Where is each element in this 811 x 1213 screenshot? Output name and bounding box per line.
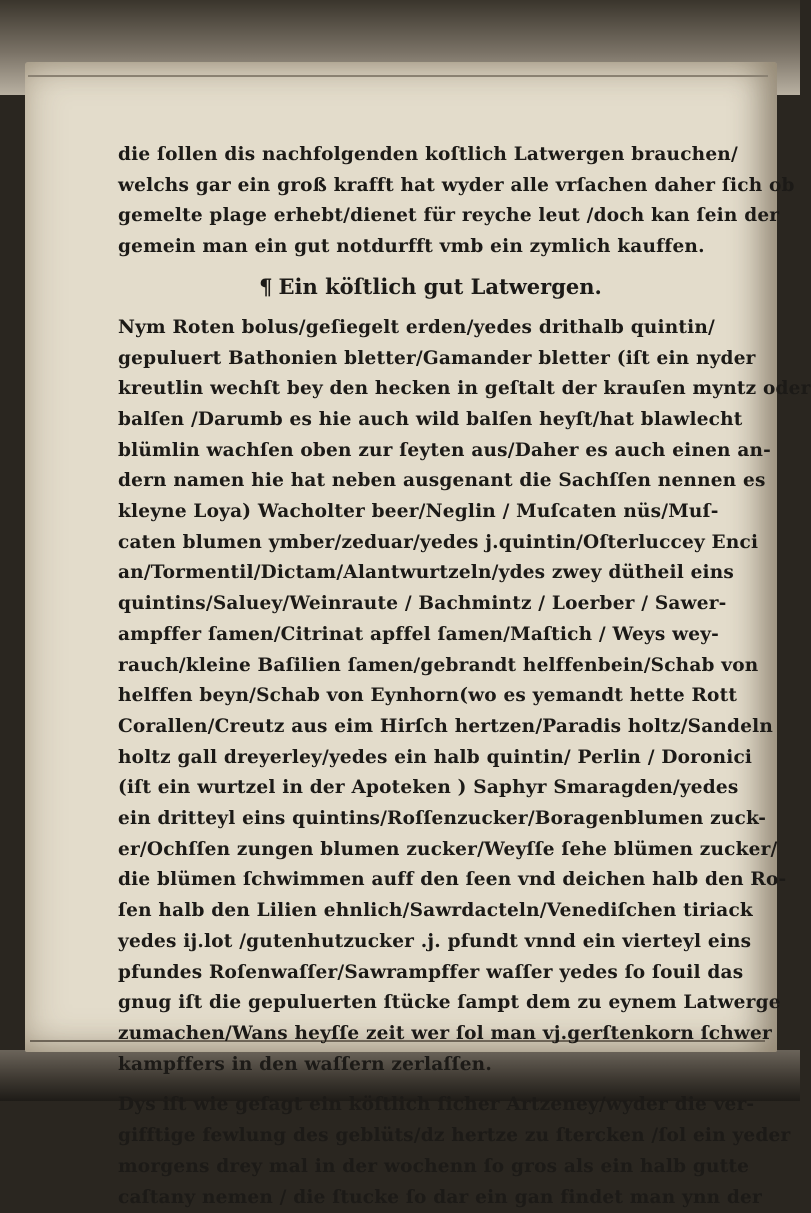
pilcrow-mark: ¶	[259, 274, 272, 299]
text-line: kleyne Loya) Wacholter beer/Neglin / Muſcaten nüs/Muſ-	[118, 497, 733, 528]
text-line: er/Ochſſen zungen blumen zucker/Weyſſe ſehe blümen zucker/	[118, 835, 733, 866]
text-line: ampffer ſamen/Citrinat apffel ſamen/Maſtich / Weys wey-	[118, 620, 733, 651]
text-line: Corallen/Creutz aus eim Hirſch hertzen/Paradis holtz/Sandeln	[118, 712, 733, 743]
text-line: an/Tormentil/Dictam/Alantwurtzeln/ydes zwey dütheil eins	[118, 558, 733, 589]
text-line: (iſt ein wurtzel in der Apoteken ) Saphyr Smaragden/yedes	[118, 773, 733, 804]
text-line: ſen halb den Lilien ehnlich/Sawrdacteln/Venediſchen tiriack	[118, 896, 733, 927]
text-line: holtz gall dreyerley/yedes ein halb quintin/ Perlin / Doronici	[118, 743, 733, 774]
text-line: rauch/kleine Baſilien ſamen/gebrandt helffenbein/Schab von	[118, 651, 733, 682]
text-line: Nym Roten bolus/geſiegelt erden/yedes drithalb quintin/	[118, 313, 733, 344]
text-line: caſtany nemen / die ſtucke ſo dar ein gan findet man ynn der	[118, 1183, 733, 1213]
heading-text: Ein köſtlich gut Latwergen.	[279, 274, 602, 299]
text-line: gepuluert Bathonien bletter/Gamander bletter (iſt ein nyder	[118, 344, 733, 375]
text-line: kampffers in den waſſern zerlaſſen.	[118, 1050, 733, 1081]
text-line: gnug iſt die gepuluerten ſtücke ſampt dem zu eynem Latwerge	[118, 988, 733, 1019]
text-line: pfundes Roſenwaſſer/Sawrampffer waſſer yedes ſo ſouil das	[118, 958, 733, 989]
text-line: dern namen hie hat neben ausgenant die Sachſſen nennen es	[118, 466, 733, 497]
text-line: helffen beyn/Schab von Eynhorn(wo es yemandt hette Rott	[118, 681, 733, 712]
text-line: ein dritteyl eins quintins/Roſſenzucker/Boragenblumen zuck-	[118, 804, 733, 835]
text-line: blümlin wachſen oben zur ſeyten aus/Daher es auch einen an-	[118, 436, 733, 467]
text-line: caten blumen ymber/zeduar/yedes j.quintin/Oſterluccey Enci	[118, 528, 733, 559]
section-heading	[118, 267, 733, 307]
text-line: gemein man ein gut notdurfft vmb ein zymlich kauffen.	[118, 232, 733, 263]
text-line: gemelte plage erhebt/dienet für reyche leut /doch kan ſein der	[118, 201, 733, 232]
text-line: die blümen ſchwimmen auff den ſeen vnd deichen halb den Ro-	[118, 865, 733, 896]
page-text	[118, 140, 733, 1213]
text-line: die ſollen dis nachfolgenden koſtlich Latwergen brauchen/	[118, 140, 733, 171]
text-line: welchs gar ein groß krafft hat wyder alle vrſachen daher ſich ob	[118, 171, 733, 202]
text-line: kreutlin wechſt bey den hecken in geſtalt der krauſen myntz oder	[118, 374, 733, 405]
paragraph-gap	[118, 1080, 733, 1090]
text-line: balſen /Darumb es hie auch wild balſen heyſt/hat blawlecht	[118, 405, 733, 436]
text-line: gifftige fewlung des geblüts/dz hertze zu ſtercken /ſol ein yeder	[118, 1121, 733, 1152]
text-line: yedes ij.lot /gutenhutzucker .j. pfundt vnnd ein vierteyl eins	[118, 927, 733, 958]
text-line: morgens drey mal in der wochenn ſo gros als ein halb gutte	[118, 1152, 733, 1183]
page-edge-line-top	[28, 75, 768, 77]
text-line: zumachen/Wans heyſſe zeit wer ſol man vj.gerſtenkorn ſchwer	[118, 1019, 733, 1050]
text-line: quintins/Saluey/Weinraute / Bachmintz / Loerber / Sawer-	[118, 589, 733, 620]
text-line: Dys iſt wie geſagt ein köſtlich ſicher Artzeney/wyder die ver-	[118, 1090, 733, 1121]
